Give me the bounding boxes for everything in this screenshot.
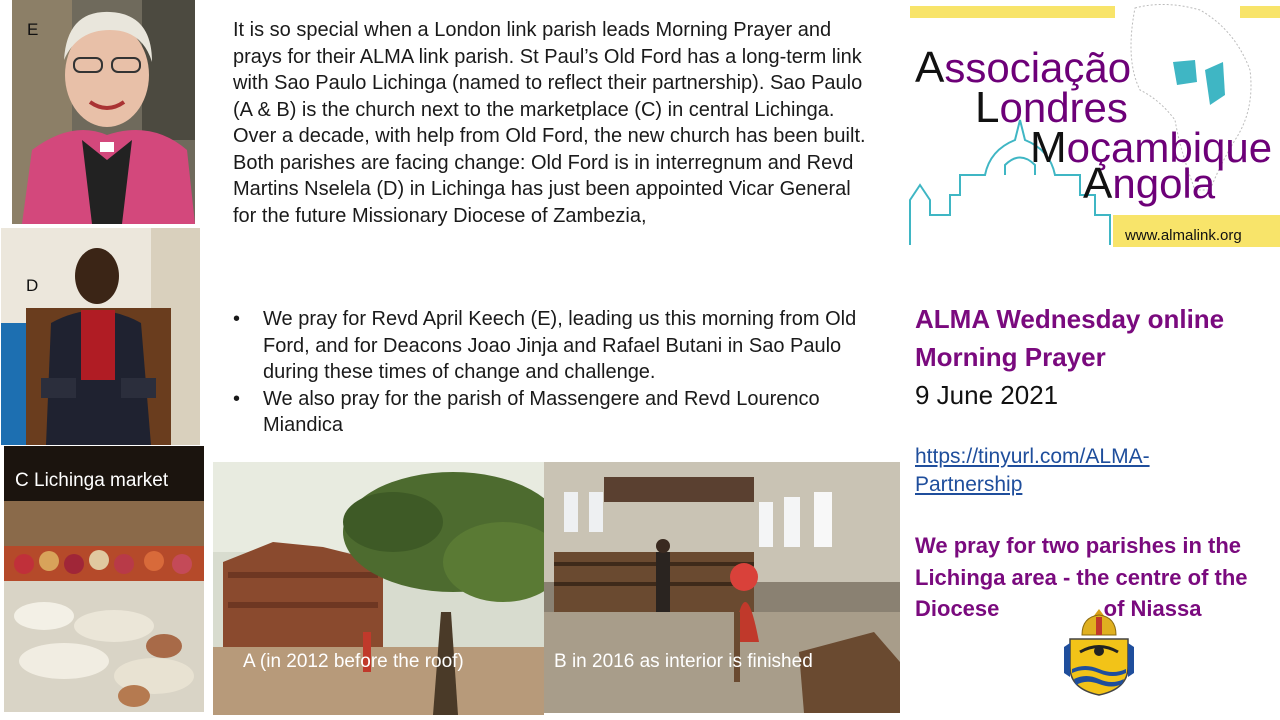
photo-e-revd-april-keech [12, 0, 195, 224]
alma-logo [905, 0, 1280, 250]
logo-initial: M [1030, 123, 1067, 172]
intro-paragraph: It is so special when a London link parish leads Morning Prayer and prays for their ALMA link parish. St Paul’s Old Ford has a long-term link with Sao Paulo Lichinga (named to reflect their partnership). Sao Paulo (A & B) is the church next to the marketplace (C) in central Lichinga. Over a decade, with help from Old Ford, the new church has been built. Both parishes are facing change: Old Ford is in interregnum and Revd Martins Nselela (D) in Lichinga has just been appointed Vicar General for the future Missionary Diocese of Zambezia, [233, 19, 866, 227]
logo-initial: A [915, 43, 945, 92]
service-title-line2: Morning Prayer [915, 342, 1106, 372]
photo-a-label: A (in 2012 before the roof) [243, 651, 464, 672]
logo-url: www.almalink.org [1125, 227, 1242, 244]
logo-word-londres: ondres [999, 84, 1128, 131]
photo-a-church-2012 [213, 462, 544, 715]
service-title-line1: ALMA Wednesday online [915, 304, 1225, 334]
bullet-item [233, 306, 873, 386]
bullet-marker: • [233, 308, 241, 330]
logo-initial: A [1083, 159, 1113, 208]
photo-c-label: C Lichinga market [15, 470, 169, 491]
bullet-item [233, 386, 873, 439]
tinyurl-link[interactable]: https://tinyurl.com/ALMA-Partnership [915, 445, 1150, 496]
service-title-block [915, 300, 1275, 414]
photo-b-church-interior-2016 [544, 462, 900, 713]
logo-word-mocambique: oçambique [1066, 124, 1273, 171]
closing-text-part1: We pray for two parishes in the Lichinga area - the centre of the Diocese [915, 533, 1248, 621]
bullet-text: We pray for Revd April Keech (E), leading us this morning from Old Ford, and for Deacons Joao Jinja and Rafael Butani in Sao Paulo during these times of change and challenge. [263, 308, 857, 383]
logo-initial: L [975, 83, 1000, 132]
photo-e-label: E [27, 20, 39, 39]
photo-c-lichinga-market [4, 446, 204, 712]
photo-b-label: B in 2016 as interior is finished [554, 651, 813, 672]
bullet-text: We also pray for the parish of Massengere and Revd Lourenco Miandica [263, 387, 820, 436]
closing-text-part2: of Niassa [1103, 596, 1202, 621]
diocese-crest-icon [1060, 607, 1138, 697]
photo-d-label: D [26, 276, 39, 295]
bullet-marker: • [233, 387, 241, 410]
service-date: 9 June 2021 [915, 380, 1059, 410]
logo-word-associacao: ssociação [944, 44, 1132, 91]
logo-word-angola: ngola [1112, 160, 1216, 207]
photo-d-revd-martins-nselela [1, 228, 200, 445]
intro-paragraph-block [233, 17, 873, 229]
prayer-bullets [233, 306, 873, 439]
